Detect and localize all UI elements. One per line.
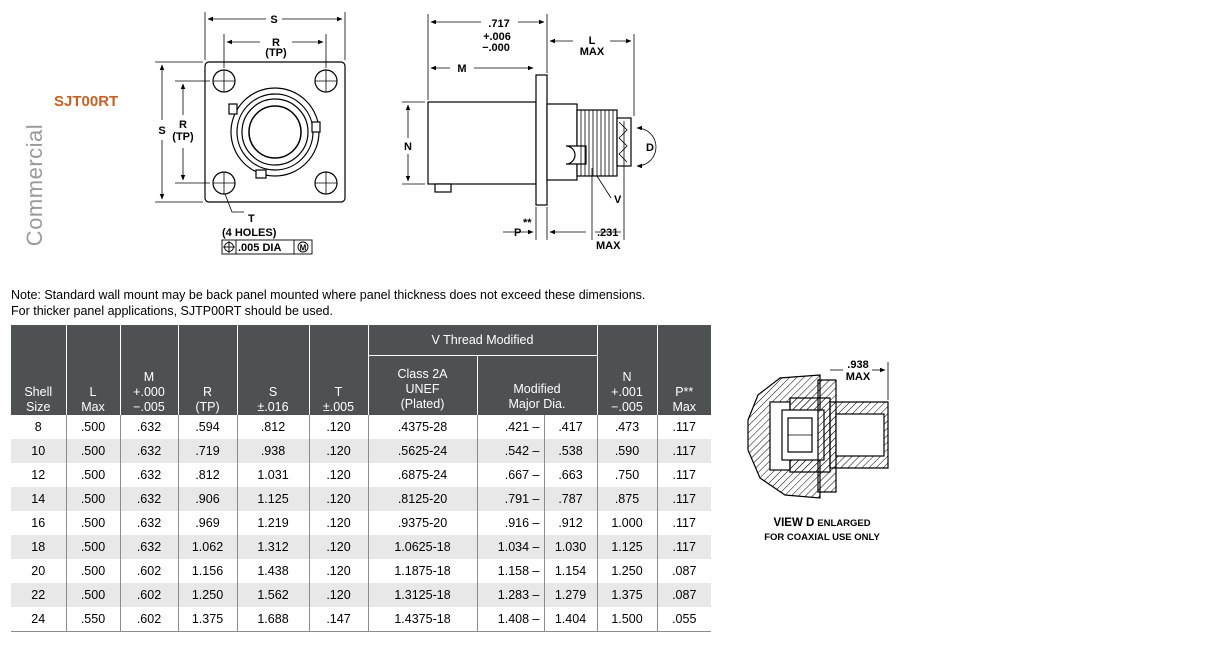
dim-p: P — [514, 227, 522, 239]
cell-t: .120 — [309, 511, 368, 535]
dim-m: M — [457, 63, 467, 75]
cell-n: 1.375 — [597, 583, 657, 607]
dim-r-top: R — [272, 37, 280, 49]
dim-r-side: R — [179, 119, 187, 131]
cell-shell: 18 — [11, 535, 66, 559]
cell-l: .500 — [66, 559, 120, 583]
tolerance-value: .005 DIA — [238, 242, 282, 254]
dim-n: N — [404, 141, 412, 153]
dimensions-table — [11, 325, 711, 632]
cell-p: .117 — [657, 415, 711, 439]
dim-938: .938 — [847, 359, 869, 371]
cell-n: 1.500 — [597, 607, 657, 632]
view-d-subtitle: FOR COAXIAL USE ONLY — [764, 532, 880, 543]
cell-l: .500 — [66, 487, 120, 511]
view-d — [748, 375, 888, 498]
cell-shell: 14 — [11, 487, 66, 511]
cell-shell: 10 — [11, 439, 66, 463]
cell-r: .594 — [178, 415, 237, 439]
cell-thread: .9375-20 — [368, 511, 477, 535]
cell-dia-max: 1.154 — [544, 559, 597, 583]
table-row — [11, 439, 711, 463]
dim-l-max: MAX — [579, 46, 605, 58]
cell-dia-max: .912 — [544, 511, 597, 535]
cell-thread: 1.4375-18 — [368, 607, 477, 632]
table-row — [11, 535, 711, 559]
table-row — [11, 607, 711, 632]
part-number: SJT00RT — [54, 93, 119, 110]
hole-label: T — [248, 213, 255, 225]
category-label: Commercial — [22, 123, 47, 247]
header-t: T ±.005 — [309, 325, 368, 415]
cell-t: .120 — [309, 535, 368, 559]
cell-thread: .4375-28 — [368, 415, 477, 439]
dim-v: V — [614, 194, 622, 206]
front-view — [205, 62, 345, 202]
cell-thread: 1.3125-18 — [368, 583, 477, 607]
header-shell: Shell Size — [11, 325, 66, 415]
cell-s: .938 — [237, 439, 309, 463]
cell-s: .812 — [237, 415, 309, 439]
cell-m: .632 — [120, 535, 178, 559]
header-p: P** Max — [657, 325, 711, 415]
cell-r: .906 — [178, 487, 237, 511]
cell-n: .875 — [597, 487, 657, 511]
view-d-title: VIEW D — [773, 517, 815, 529]
cell-l: .500 — [66, 415, 120, 439]
view-d-enlarged: ENLARGED — [817, 518, 871, 529]
cell-r: 1.375 — [178, 607, 237, 632]
cell-dia-min: .791 – — [477, 487, 544, 511]
cell-dia-max: .663 — [544, 463, 597, 487]
cell-l: .500 — [66, 463, 120, 487]
header-n: N +.001 −.005 — [597, 325, 657, 415]
cell-dia-min: 1.283 – — [477, 583, 544, 607]
cell-shell: 22 — [11, 583, 66, 607]
cell-dia-max: 1.279 — [544, 583, 597, 607]
cell-dia-max: .787 — [544, 487, 597, 511]
cell-thread: .5625-24 — [368, 439, 477, 463]
cell-thread: .6875-24 — [368, 463, 477, 487]
cell-shell: 12 — [31, 468, 46, 482]
cell-l: .500 — [66, 535, 120, 559]
cell-s: 1.031 — [237, 463, 309, 487]
hole-count: (4 HOLES) — [222, 227, 277, 239]
cell-n: .750 — [597, 463, 657, 487]
dim-231-max: MAX — [596, 240, 621, 252]
cell-l: .500 — [66, 439, 120, 463]
dim-r-top-tp: (TP) — [265, 47, 287, 59]
cell-dia-min: 1.034 – — [477, 535, 544, 559]
dim-r-side-tp: (TP) — [172, 131, 194, 143]
cell-shell: 20 — [31, 564, 46, 578]
cell-n: 1.125 — [597, 535, 657, 559]
cell-t: .120 — [309, 439, 368, 463]
header-l: L Max — [66, 325, 120, 415]
cell-n: .473 — [597, 415, 657, 439]
dim-717: .717 — [488, 18, 510, 30]
cell-r: 1.250 — [178, 583, 237, 607]
dim-d: D — [646, 142, 654, 154]
header-v-thread: V Thread Modified — [368, 325, 597, 356]
cell-shell: 8 — [34, 420, 42, 434]
cell-r: 1.062 — [178, 535, 237, 559]
side-view — [428, 75, 631, 205]
cell-dia-min: .542 – — [477, 439, 544, 463]
view-d-caption — [742, 516, 902, 545]
table-row — [11, 511, 711, 535]
cell-r: .969 — [178, 511, 237, 535]
cell-l: .500 — [66, 511, 120, 535]
cell-dia-min: .667 – — [477, 463, 544, 487]
table-row — [11, 487, 711, 511]
cell-r: 1.156 — [178, 559, 237, 583]
header-r: R (TP) — [178, 325, 237, 415]
cell-t: .120 — [309, 487, 368, 511]
cell-dia-max: 1.030 — [544, 535, 597, 559]
cell-r: .719 — [178, 439, 237, 463]
cell-thread: 1.0625-18 — [368, 535, 477, 559]
note-line: For thicker panel applications, SJTP00RT should be used. — [11, 304, 333, 318]
cell-t: .120 — [309, 415, 368, 439]
cell-dia-max: .417 — [544, 415, 597, 439]
table-row — [11, 583, 711, 607]
header-m: M +.000 −.005 — [120, 325, 178, 415]
cell-l: .550 — [66, 607, 120, 632]
cell-p: .117 — [657, 487, 711, 511]
cell-s: 1.562 — [237, 583, 309, 607]
header-modified-major-dia: Modified Major Dia. — [477, 356, 597, 416]
cell-thread: 1.1875-18 — [368, 559, 477, 583]
cell-dia-min: .916 – — [477, 511, 544, 535]
cell-m: .602 — [120, 583, 178, 607]
cell-p: .117 — [657, 463, 711, 487]
cell-p: .087 — [657, 583, 711, 607]
dim-s-top: S — [270, 14, 278, 26]
cell-m: .602 — [120, 559, 178, 583]
cell-r: .812 — [178, 463, 237, 487]
cell-n: .590 — [597, 439, 657, 463]
dim-938-max: MAX — [845, 371, 871, 383]
cell-p: .055 — [657, 607, 711, 632]
note — [11, 287, 645, 319]
table-row — [11, 463, 711, 487]
header-class-2a: Class 2A UNEF (Plated) — [368, 356, 477, 416]
cell-s: 1.125 — [237, 487, 309, 511]
cell-m: .632 — [120, 415, 178, 439]
header-s: S ±.016 — [237, 325, 309, 415]
cell-t: .120 — [309, 463, 368, 487]
cell-t: .120 — [309, 583, 368, 607]
dim-231: .231 — [597, 227, 619, 239]
dim-l: L — [588, 35, 596, 47]
cell-n: 1.250 — [597, 559, 657, 583]
cell-s: 1.312 — [237, 535, 309, 559]
cell-dia-min: 1.158 – — [477, 559, 544, 583]
cell-dia-max: 1.404 — [544, 607, 597, 632]
cell-t: .147 — [309, 607, 368, 632]
dim-717-minus: −.000 — [482, 42, 510, 54]
cell-dia-min: .421 – — [477, 415, 544, 439]
cell-m: .632 — [120, 463, 178, 487]
dim-s-side: S — [158, 125, 166, 137]
dim-p-mark: ** — [523, 217, 532, 229]
cell-s: 1.219 — [237, 511, 309, 535]
cell-p: .117 — [657, 439, 711, 463]
cell-shell: 16 — [31, 516, 46, 530]
cell-thread: .8125-20 — [368, 487, 477, 511]
svg-text:M: M — [299, 243, 307, 253]
cell-p: .117 — [657, 535, 711, 559]
cell-n: 1.000 — [597, 511, 657, 535]
cell-shell: 24 — [11, 607, 66, 632]
cell-s: 1.688 — [237, 607, 309, 632]
cell-m: .632 — [120, 487, 178, 511]
cell-p: .087 — [657, 559, 711, 583]
cell-t: .120 — [309, 559, 368, 583]
cell-l: .500 — [66, 583, 120, 607]
table-row — [11, 559, 711, 583]
dim-717-plus: +.006 — [483, 31, 511, 43]
cell-s: 1.438 — [237, 559, 309, 583]
table-row — [11, 415, 711, 439]
cell-dia-min: 1.408 – — [477, 607, 544, 632]
cell-p: .117 — [657, 511, 711, 535]
cell-m: .632 — [120, 439, 178, 463]
cell-dia-max: .538 — [544, 439, 597, 463]
cell-m: .632 — [120, 511, 178, 535]
note-line: Note: Standard wall mount may be back panel mounted where panel thickness does not exceed these dimensions. — [11, 288, 646, 302]
cell-m: .602 — [120, 607, 178, 632]
